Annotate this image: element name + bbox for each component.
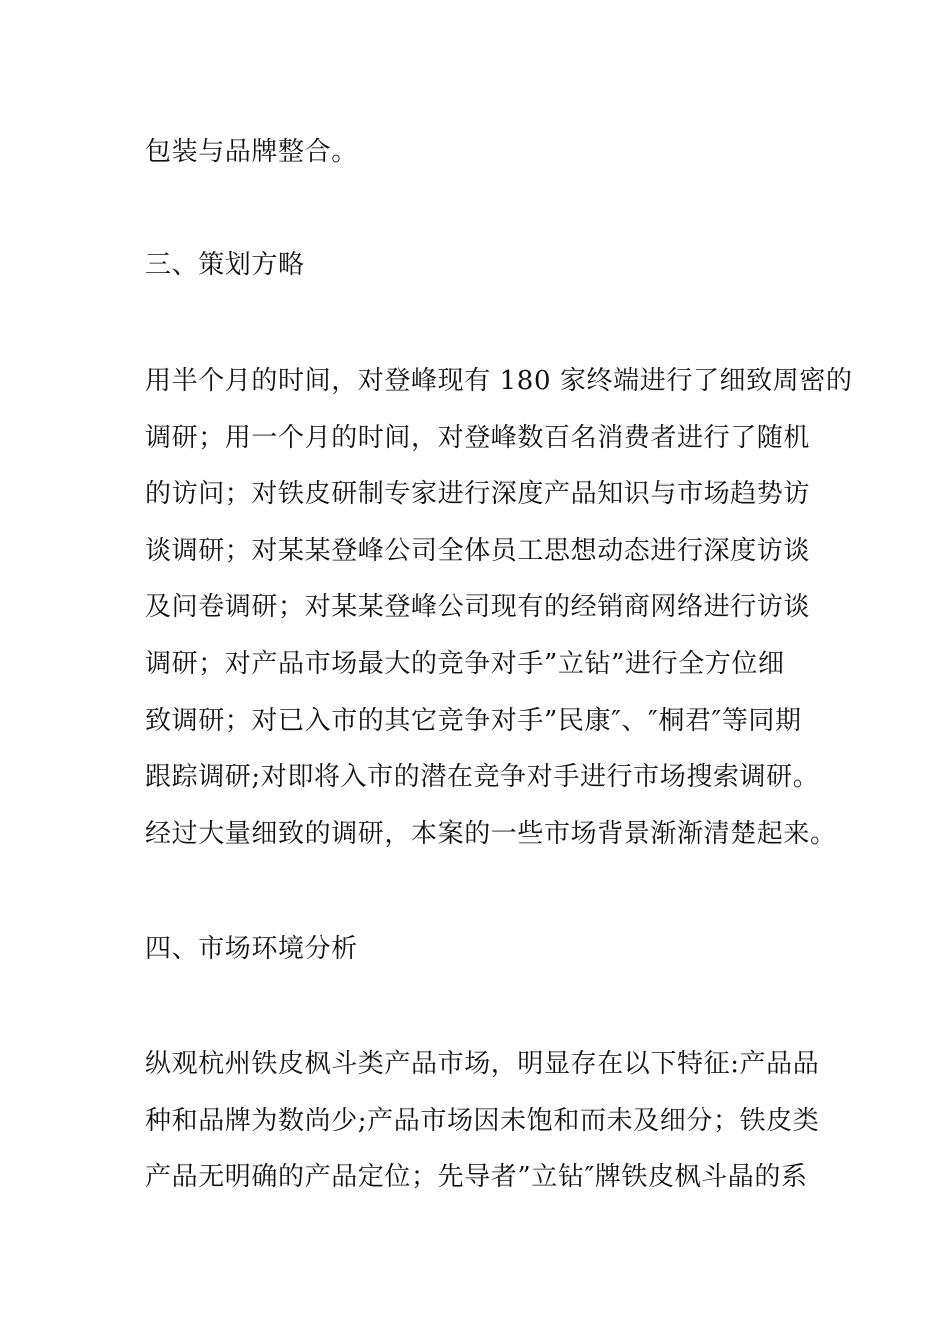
section-3-line: 跟踪调研;对即将入市的潜在竞争对手进行市场搜索调研。 [145,762,820,792]
intro-tail-text: 包装与品牌整合。 [145,137,358,167]
section-3-line: 致调研；对已入市的其它竞争对手”民康″、″桐君″等同期 [145,706,802,736]
section-3-line: 用半个月的时间，对登峰现有 180 家终端进行了细致周密的 [145,366,853,396]
section-3-line: 调研；对产品市场最大的竞争对手”立钻”进行全方位细 [145,649,785,679]
section-4-line: 纵观杭州铁皮枫斗类产品市场，明显存在以下特征:产品品 [145,1049,820,1079]
section-3-line: 调研；用一个月的时间，对登峰数百名消费者进行了随机 [145,423,811,453]
section-3-heading: 三、策划方略 [145,250,305,280]
section-4-line: 种和品牌为数尚少;产品市场因未饱和而未及细分；铁皮类 [145,1106,820,1136]
section-3-line: 的访问；对铁皮研制专家进行深度产品知识与市场趋势访 [145,479,811,509]
section-3-line: 经过大量细致的调研，本案的一些市场背景渐渐清楚起来。 [145,819,837,849]
section-3-line: 及问卷调研；对某某登峰公司现有的经销商网络进行访谈 [145,592,811,622]
section-4-heading: 四、市场环境分析 [145,934,358,964]
section-3-line: 谈调研；对某某登峰公司全体员工思想动态进行深度访谈 [145,536,811,566]
section-4-line: 产品无明确的产品定位；先导者”立钻″牌铁皮枫斗晶的系 [145,1162,808,1192]
